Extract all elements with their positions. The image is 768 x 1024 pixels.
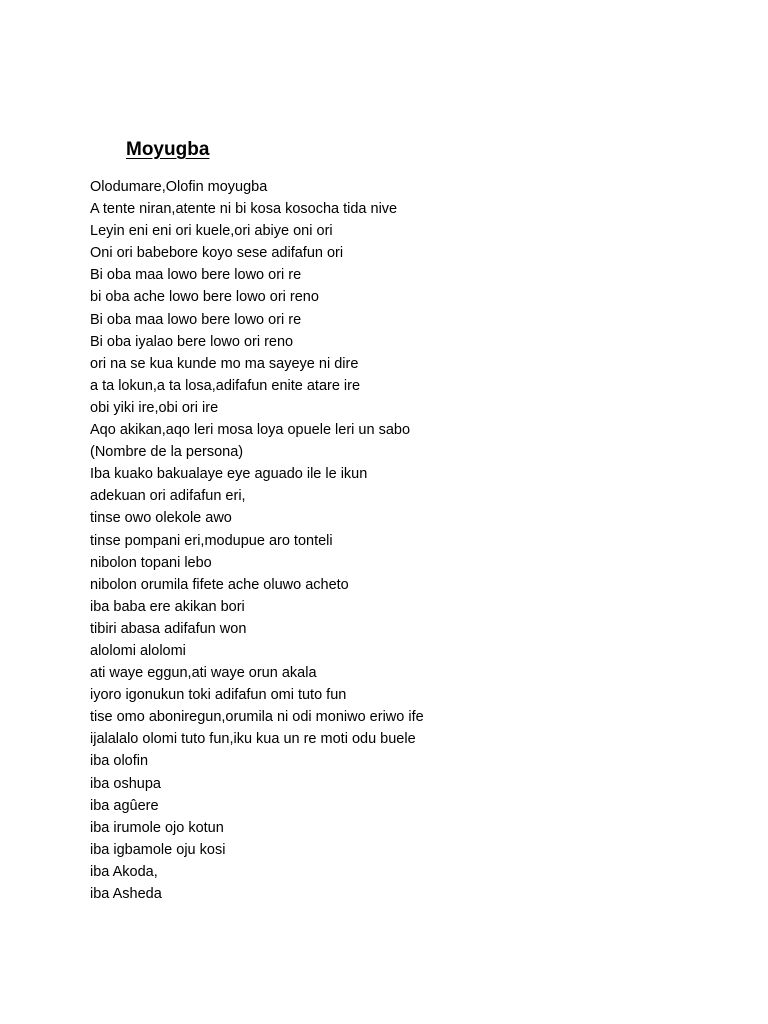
text-line: Bi oba maa lowo bere lowo ori re bbox=[90, 267, 302, 284]
text-line: obi yiki ire,obi ori ire bbox=[90, 399, 219, 416]
text-line: Bi oba maa lowo bere lowo ori re bbox=[90, 311, 302, 328]
text-line: Leyin eni eni ori kuele,ori abiye oni ori bbox=[90, 223, 333, 240]
text-line: tinse owo olekole awo bbox=[90, 510, 232, 527]
text-line: tinse pompani eri,modupue aro tonteli bbox=[90, 532, 333, 549]
text-line: tise omo aboniregun,orumila ni odi moniwo eriwo ife bbox=[90, 709, 424, 726]
text-line: ijalalalo olomi tuto fun,iku kua un re moti odu buele bbox=[90, 731, 416, 748]
text-line: Olodumare,Olofin moyugba bbox=[90, 179, 268, 195]
text-line: nibolon orumila fifete ache oluwo acheto bbox=[90, 576, 349, 593]
text-line: Oni ori babebore koyo sese adifafun ori bbox=[90, 245, 344, 262]
text-line: Iba kuako bakualaye eye aguado ile le ikun bbox=[90, 466, 368, 483]
document-title: Moyugba bbox=[126, 139, 210, 160]
text-line: (Nombre de la persona) bbox=[90, 444, 244, 461]
text-line: tibiri abasa adifafun won bbox=[90, 620, 247, 637]
text-line: iba agûere bbox=[90, 797, 159, 814]
text-line: iba olofin bbox=[90, 753, 149, 770]
text-line: bi oba ache lowo bere lowo ori reno bbox=[90, 289, 319, 306]
text-line: iba igbamole oju kosi bbox=[90, 841, 226, 858]
text-line: alolomi alolomi bbox=[90, 642, 186, 659]
text-line: a ta lokun,a ta losa,adifafun enite atare ire bbox=[90, 377, 361, 394]
text-line: Bi oba iyalao bere lowo ori reno bbox=[90, 333, 294, 350]
text-line: iba irumole ojo kotun bbox=[90, 819, 224, 836]
text-line: iba Asheda bbox=[90, 886, 162, 902]
text-lines bbox=[90, 176, 730, 905]
text-line: nibolon topani lebo bbox=[90, 554, 212, 571]
text-line: ori na se kua kunde mo ma sayeye ni dire bbox=[90, 355, 359, 372]
text-line: iba oshupa bbox=[90, 775, 161, 792]
text-line: adekuan ori adifafun eri, bbox=[90, 488, 246, 505]
text-line: ati waye eggun,ati waye orun akala bbox=[90, 665, 317, 682]
text-line: iyoro igonukun toki adifafun omi tuto fun bbox=[90, 687, 347, 704]
text-line: iba Akoda, bbox=[90, 863, 158, 880]
text-line: iba baba ere akikan bori bbox=[90, 598, 245, 615]
text-line: A tente niran,atente ni bi kosa kosocha tida nive bbox=[90, 201, 398, 218]
text-line: Aqo akikan,aqo leri mosa loya opuele leri un sabo bbox=[90, 422, 411, 439]
